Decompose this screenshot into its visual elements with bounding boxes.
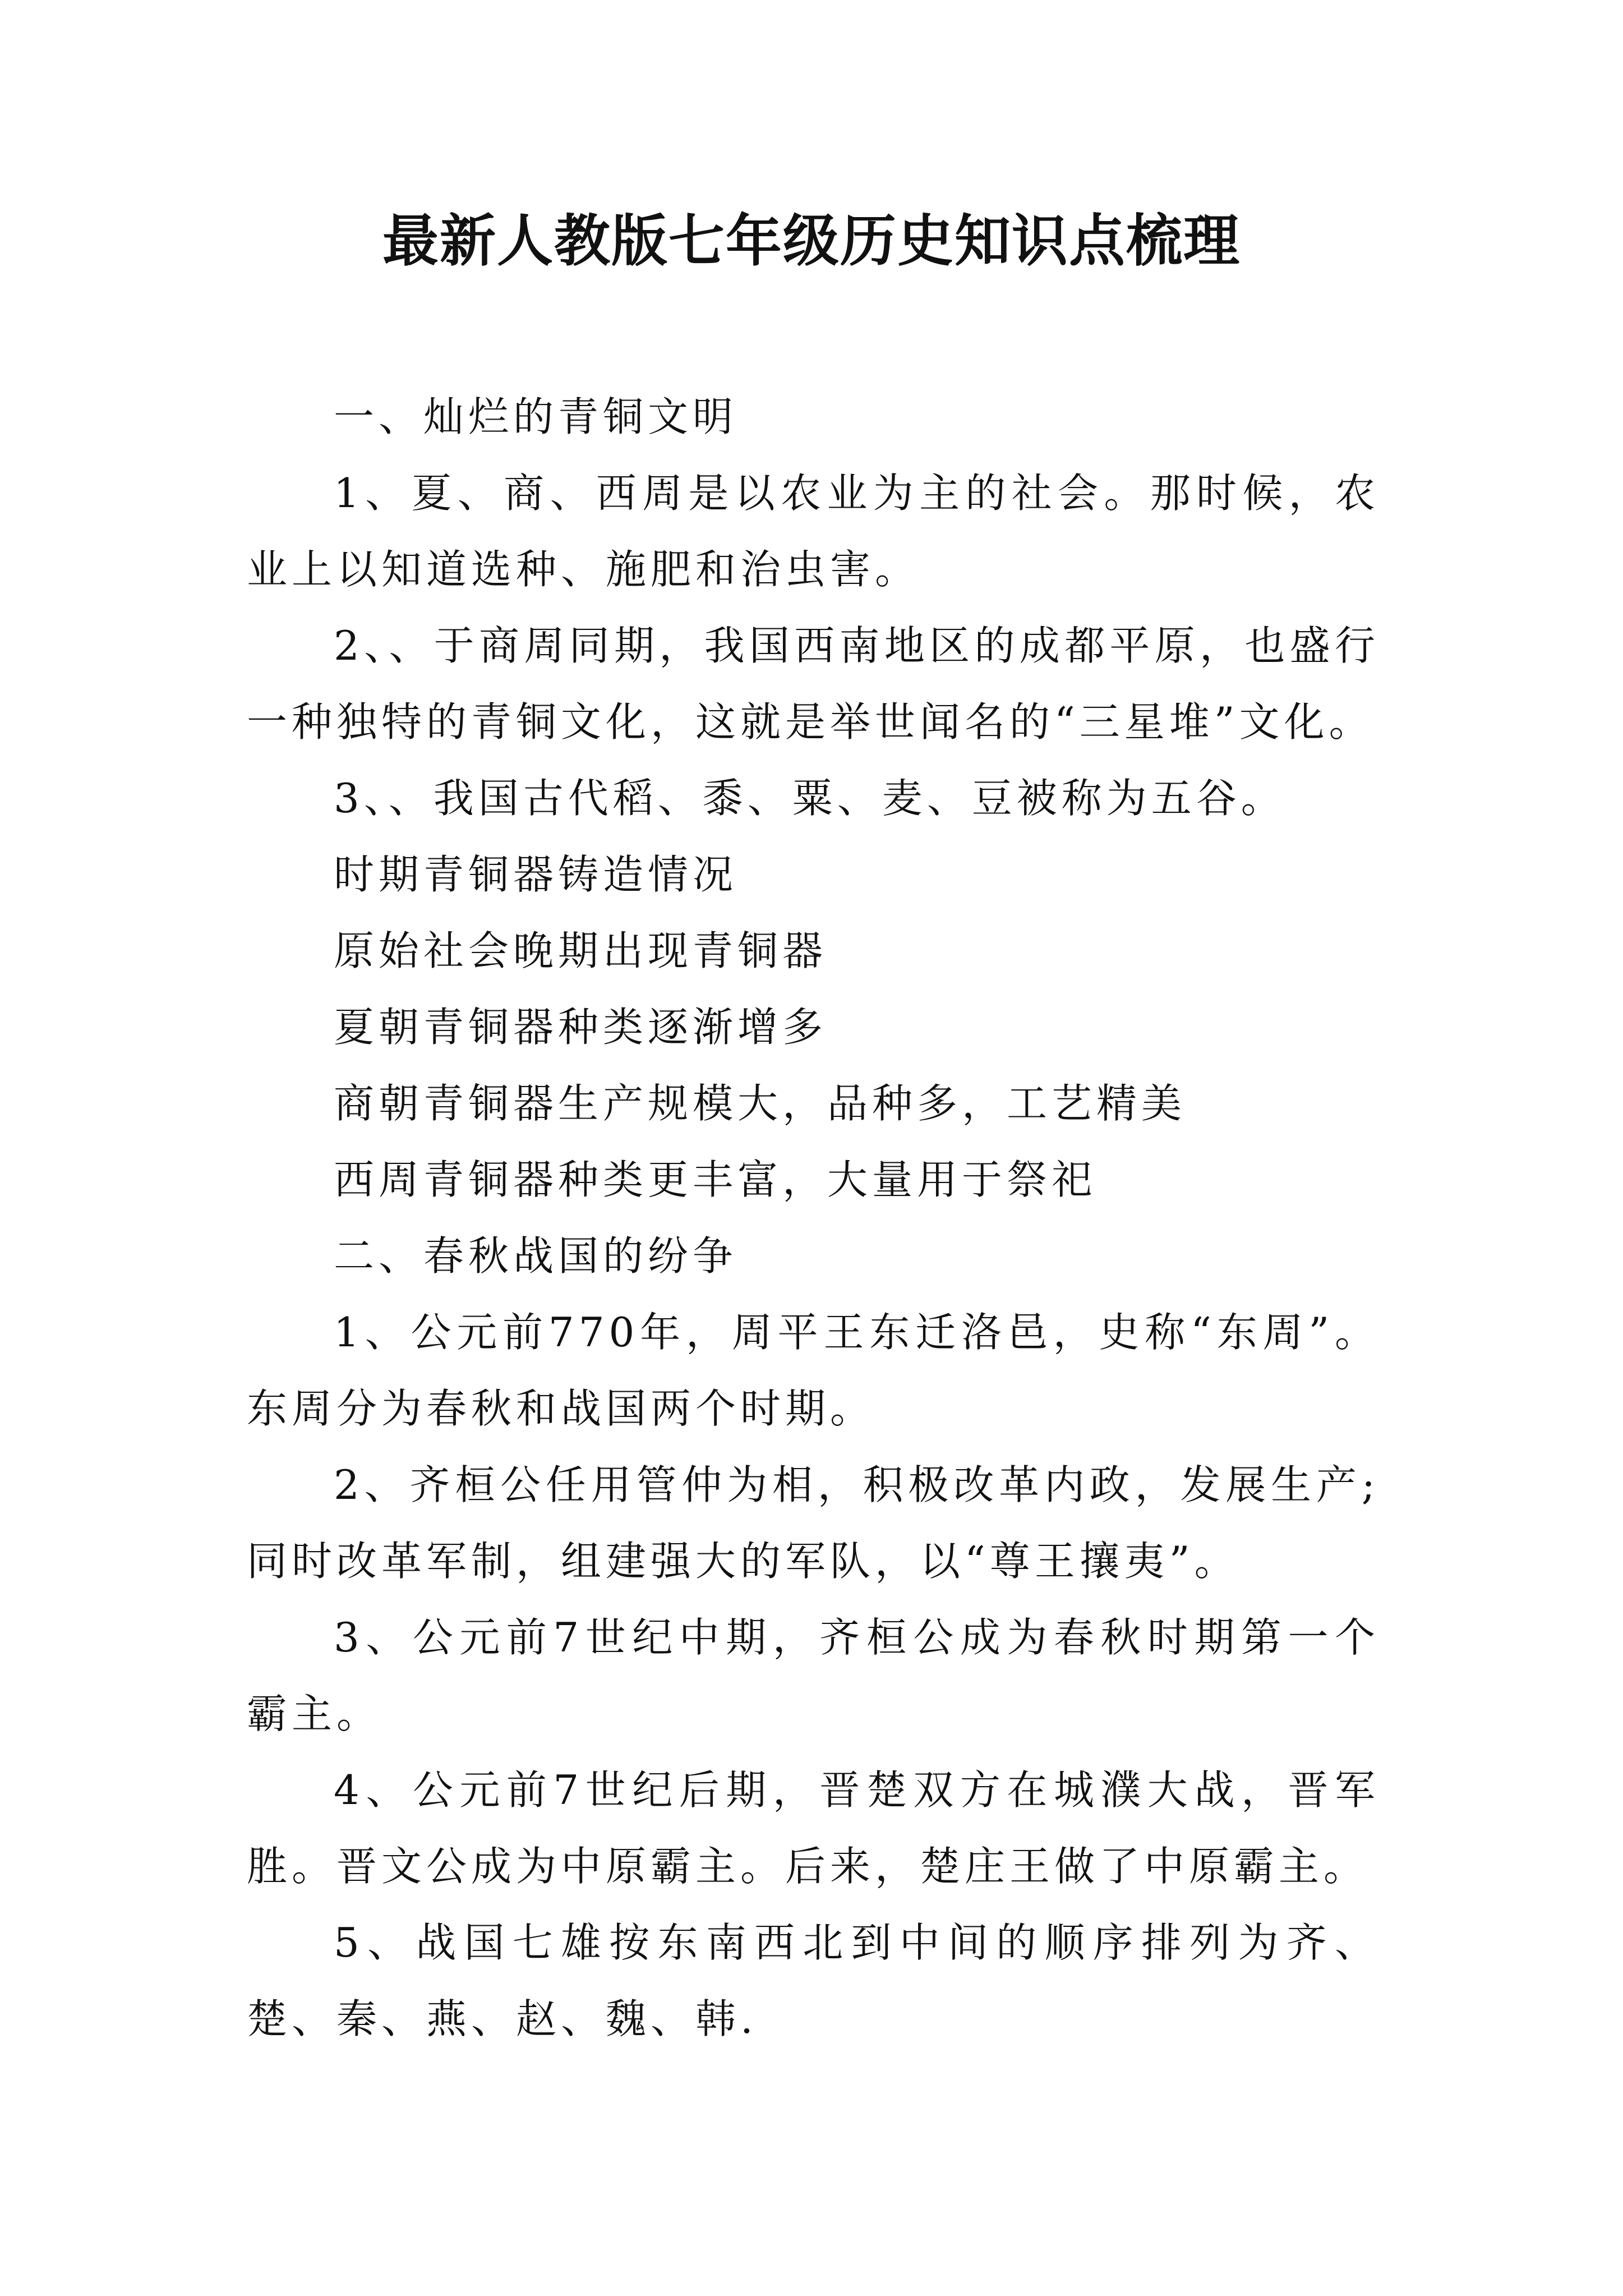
document-body xyxy=(247,379,1380,2057)
list-item: 西周青铜器种类更丰富，大量用于祭祀 xyxy=(334,1156,1097,1203)
list-item: 夏朝青铜器种类逐渐增多 xyxy=(334,1004,828,1051)
paragraph: 3、、我国古代稻、黍、粟、麦、豆被称为五谷。 xyxy=(334,775,1286,822)
paragraph: 4、公元前7世纪后期，晋楚双方在城濮大战，晋军胜。晋文公成为中原霸主。后来，楚庄王做了中原霸主。 xyxy=(247,1766,1380,1890)
paragraph: 2、、于商周同期，我国西南地区的成都平原，也盛行一种独特的青铜文化，这就是举世闻名的“三星堆”文化。 xyxy=(247,622,1380,746)
paragraph: 3、公元前7世纪中期，齐桓公成为春秋时期第一个霸主。 xyxy=(247,1614,1380,1737)
table-heading-line: 时期青铜器铸造情况 xyxy=(334,851,738,898)
paragraph: 1、公元前770年，周平王东迁洛邑，史称“东周”。东周分为春秋和战国两个时期。 xyxy=(247,1309,1380,1432)
section-heading: 一、灿烂的青铜文明 xyxy=(334,393,738,440)
list-item: 原始社会晚期出现青铜器 xyxy=(334,927,828,974)
page-title: 最新人教版七年级历史知识点梳理 xyxy=(382,208,1241,274)
paragraph: 5、战国七雄按东南西北到中间的顺序排列为齐、楚、秦、燕、赵、魏、韩. xyxy=(247,1919,1380,2042)
paragraph: 1、夏、商、西周是以农业为主的社会。那时候，农业上以知道选种、施肥和治虫害。 xyxy=(247,470,1380,593)
list-item: 商朝青铜器生产规模大，品种多，工艺精美 xyxy=(334,1080,1187,1127)
section-heading: 二、春秋战国的纷争 xyxy=(334,1232,738,1280)
paragraph: 2、齐桓公任用管仲为相，积极改革内政，发展生产;同时改革军制，组建强大的军队，以“尊王攘夷”。 xyxy=(247,1461,1380,1585)
